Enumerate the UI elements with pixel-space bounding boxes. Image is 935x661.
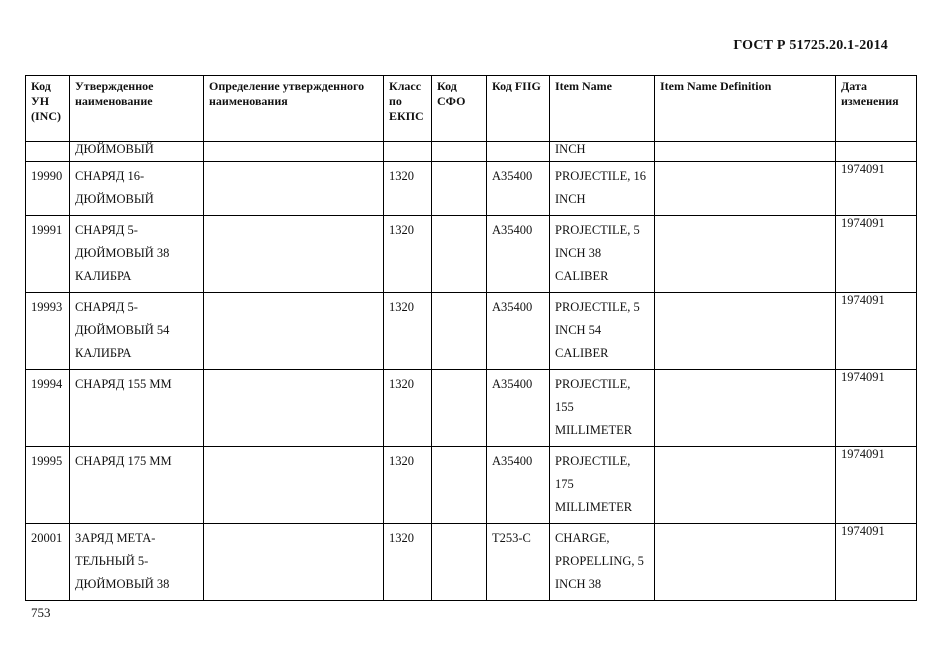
cell-inc: 20001 [26, 524, 70, 601]
cell-name-definition [204, 293, 384, 370]
table-row [26, 162, 917, 216]
cell-approved-name: СНАРЯД 5-ДЮЙМОВЫЙ 54 КАЛИБРА [70, 293, 204, 370]
table-row [26, 524, 917, 601]
cell-approved-name: СНАРЯД 155 ММ [70, 370, 204, 447]
col-header-item-name: Item Name [550, 76, 655, 142]
cell-sfo-code [432, 447, 487, 524]
col-header-change-date: Дата изменения [836, 76, 917, 142]
cell-inc [26, 142, 70, 162]
cell-fiig-code: T253-C [487, 524, 550, 601]
cell-class: 1320 [384, 447, 432, 524]
col-header-item-name-definition: Item Name Definition [655, 76, 836, 142]
cell-class: 1320 [384, 370, 432, 447]
col-header-name-definition: Определение утвержденного наименования [204, 76, 384, 142]
items-table [25, 75, 917, 601]
cell-name-definition [204, 216, 384, 293]
table-row [26, 447, 917, 524]
cell-name-definition [204, 370, 384, 447]
cell-class: 1320 [384, 162, 432, 216]
col-header-class: Класс по ЕКПС [384, 76, 432, 142]
cell-name-definition [204, 142, 384, 162]
cell-name-definition [204, 162, 384, 216]
page-number: 753 [31, 605, 51, 620]
cell-item-name-definition [655, 447, 836, 524]
cell-sfo-code [432, 142, 487, 162]
cell-sfo-code [432, 370, 487, 447]
col-header-approved-name: Утвержденное наименование [70, 76, 204, 142]
cell-fiig-code: A35400 [487, 216, 550, 293]
table-row [26, 293, 917, 370]
col-header-inc: Код УН (INC) [26, 76, 70, 142]
cell-fiig-code: A35400 [487, 162, 550, 216]
cell-change-date: 1974091 [836, 162, 917, 216]
cell-name-definition [204, 447, 384, 524]
cell-item-name-definition [655, 370, 836, 447]
cell-item-name: PROJECTILE, 175 MILLIMETER [550, 447, 655, 524]
cell-change-date: 1974091 [836, 447, 917, 524]
table-row [26, 142, 917, 162]
table-header-row [26, 76, 917, 142]
cell-fiig-code [487, 142, 550, 162]
cell-item-name: PROJECTILE, 155 MILLIMETER [550, 370, 655, 447]
document-standard-number: ГОСТ Р 51725.20.1-2014 [733, 38, 888, 53]
cell-inc: 19995 [26, 447, 70, 524]
cell-change-date: 1974091 [836, 293, 917, 370]
cell-approved-name: ЗАРЯД МЕТА-ТЕЛЬНЫЙ 5-ДЮЙМОВЫЙ 38 [70, 524, 204, 601]
cell-item-name: PROJECTILE, 16 INCH [550, 162, 655, 216]
table-row [26, 216, 917, 293]
cell-sfo-code [432, 216, 487, 293]
table-row [26, 370, 917, 447]
cell-item-name-definition [655, 162, 836, 216]
cell-change-date [836, 142, 917, 162]
cell-fiig-code: A35400 [487, 447, 550, 524]
cell-sfo-code [432, 293, 487, 370]
cell-class: 1320 [384, 216, 432, 293]
cell-class: 1320 [384, 293, 432, 370]
cell-approved-name: СНАРЯД 175 ММ [70, 447, 204, 524]
cell-sfo-code [432, 524, 487, 601]
cell-fiig-code: A35400 [487, 370, 550, 447]
cell-change-date: 1974091 [836, 370, 917, 447]
col-header-fiig-code: Код FIIG [487, 76, 550, 142]
cell-inc: 19993 [26, 293, 70, 370]
cell-approved-name: ДЮЙМОВЫЙ [70, 142, 204, 162]
cell-inc: 19990 [26, 162, 70, 216]
cell-approved-name: СНАРЯД 16-ДЮЙМОВЫЙ [70, 162, 204, 216]
cell-class [384, 142, 432, 162]
cell-inc: 19991 [26, 216, 70, 293]
cell-name-definition [204, 524, 384, 601]
cell-inc: 19994 [26, 370, 70, 447]
cell-item-name: CHARGE, PROPELLING, 5 INCH 38 [550, 524, 655, 601]
cell-class: 1320 [384, 524, 432, 601]
cell-item-name-definition [655, 293, 836, 370]
cell-fiig-code: A35400 [487, 293, 550, 370]
cell-approved-name: СНАРЯД 5-ДЮЙМОВЫЙ 38 КАЛИБРА [70, 216, 204, 293]
cell-change-date: 1974091 [836, 524, 917, 601]
cell-item-name-definition [655, 524, 836, 601]
cell-item-name: INCH [550, 142, 655, 162]
cell-change-date: 1974091 [836, 216, 917, 293]
cell-item-name-definition [655, 142, 836, 162]
col-header-sfo-code: Код СФО [432, 76, 487, 142]
cell-item-name: PROJECTILE, 5 INCH 54 CALIBER [550, 293, 655, 370]
cell-item-name-definition [655, 216, 836, 293]
cell-sfo-code [432, 162, 487, 216]
cell-item-name: PROJECTILE, 5 INCH 38 CALIBER [550, 216, 655, 293]
